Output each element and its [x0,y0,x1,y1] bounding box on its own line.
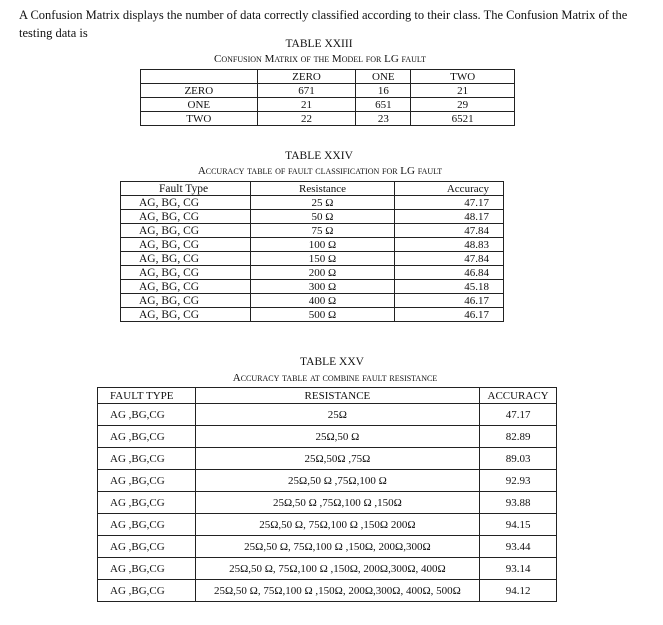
table-cell: 25Ω,50 Ω, 75Ω,100 Ω ,150Ω, 200Ω,300Ω [195,536,479,558]
table-cell: 92.93 [480,470,557,492]
table-cell: AG, BG, CG [121,308,251,322]
table-cell: 400 Ω [250,294,394,308]
table-row [98,404,557,426]
header-cell: Resistance [250,182,394,196]
row-label: TWO [141,112,258,126]
table-row [141,84,515,98]
table24-title: Accuracy table of fault classification for LG fault [197,165,443,177]
table-cell: 48.17 [395,210,504,224]
table-cell: AG, BG, CG [121,238,251,252]
row-label: ZERO [141,84,258,98]
table-cell: 25Ω [195,404,479,426]
table-cell: 46.84 [395,266,504,280]
table-cell: AG ,BG,CG [98,536,196,558]
table-cell: 82.89 [480,426,557,448]
table-cell: AG, BG, CG [121,252,251,266]
table-header-row [141,70,515,84]
header-cell [141,70,258,84]
table-cell: 93.88 [480,492,557,514]
table-row [98,448,557,470]
table-cell: 46.17 [395,308,504,322]
table-row [121,210,504,224]
header-cell: TWO [411,70,515,84]
table-header-row [121,182,504,196]
table-cell: 25 Ω [250,196,394,210]
table-cell: 100 Ω [250,238,394,252]
accuracy-combined-resistance-table [97,387,557,602]
table-row [98,426,557,448]
table-cell: 25Ω,50 Ω ,75Ω,100 Ω [195,470,479,492]
table-cell: 150 Ω [250,252,394,266]
table-cell: 47.17 [395,196,504,210]
table-cell: 23 [356,112,411,126]
table-header-row [98,388,557,404]
table-cell: 29 [411,98,515,112]
header-cell: Fault Type [121,182,251,196]
table-cell: AG, BG, CG [121,294,251,308]
table-cell: AG ,BG,CG [98,448,196,470]
table-row [98,470,557,492]
table-row [121,196,504,210]
table-cell: 48.83 [395,238,504,252]
table-row [121,252,504,266]
table-cell: 47.17 [480,404,557,426]
table-cell: 200 Ω [250,266,394,280]
table-cell: AG ,BG,CG [98,580,196,602]
table-cell: 89.03 [480,448,557,470]
confusion-matrix-table [140,69,515,126]
table-cell: 651 [356,98,411,112]
table-cell: 94.15 [480,514,557,536]
table-cell: 47.84 [395,252,504,266]
header-cell: ACCURACY [480,388,557,404]
table-cell: 25Ω,50 Ω ,75Ω,100 Ω ,150Ω [195,492,479,514]
table-cell: 93.14 [480,558,557,580]
table-row [98,514,557,536]
table-row [121,280,504,294]
table-cell: 16 [356,84,411,98]
table-row [98,558,557,580]
header-cell: ZERO [257,70,356,84]
table-row [98,492,557,514]
table-cell: 94.12 [480,580,557,602]
table-cell: 46.17 [395,294,504,308]
accuracy-lg-fault-table [120,181,504,322]
table-cell: 22 [257,112,356,126]
table-row [121,308,504,322]
table-cell: AG, BG, CG [121,196,251,210]
header-cell: RESISTANCE [195,388,479,404]
table25-title: Accuracy table at combine fault resistance [232,372,438,384]
table-cell: AG, BG, CG [121,280,251,294]
table24-number: TABLE XXIV [285,150,353,162]
table-row [121,224,504,238]
table-cell: 21 [257,98,356,112]
table-cell: 47.84 [395,224,504,238]
table-cell: AG, BG, CG [121,266,251,280]
table-cell: AG ,BG,CG [98,426,196,448]
table-cell: 25Ω,50 Ω, 75Ω,100 Ω ,150Ω, 200Ω,300Ω, 400Ω [195,558,479,580]
table-row [121,266,504,280]
table-cell: 25Ω,50 Ω, 75Ω,100 Ω ,150Ω 200Ω [195,514,479,536]
table-cell: AG, BG, CG [121,210,251,224]
header-cell: Accuracy [395,182,504,196]
table-cell: 25Ω,50 Ω, 75Ω,100 Ω ,150Ω, 200Ω,300Ω, 400Ω, 500Ω [195,580,479,602]
table23-number: TABLE XXIII [285,38,353,50]
table-cell: 671 [257,84,356,98]
table-cell: 21 [411,84,515,98]
table-cell: AG ,BG,CG [98,514,196,536]
table-cell: AG, BG, CG [121,224,251,238]
table-row [141,98,515,112]
table-cell: 500 Ω [250,308,394,322]
table-cell: 25Ω,50Ω ,75Ω [195,448,479,470]
table-row [98,580,557,602]
table-cell: AG ,BG,CG [98,404,196,426]
table25-number: TABLE XXV [300,356,364,368]
row-label: ONE [141,98,258,112]
table23-title: Confusion Matrix of the Model for LG fault [214,53,426,65]
table-cell: AG ,BG,CG [98,470,196,492]
table-cell: 45.18 [395,280,504,294]
table-row [121,294,504,308]
table-row [121,238,504,252]
intro-paragraph: A Confusion Matrix displays the number of data correctly classified according to their class. The Confusion Matrix of the testing data is [19,8,628,40]
table-cell: 93.44 [480,536,557,558]
table-cell: AG ,BG,CG [98,558,196,580]
table-cell: 300 Ω [250,280,394,294]
table-cell: 6521 [411,112,515,126]
header-cell: ONE [356,70,411,84]
table-cell: 25Ω,50 Ω [195,426,479,448]
header-cell: FAULT TYPE [98,388,196,404]
table-cell: AG ,BG,CG [98,492,196,514]
table-cell: 75 Ω [250,224,394,238]
table-row [98,536,557,558]
table-row [141,112,515,126]
table-cell: 50 Ω [250,210,394,224]
